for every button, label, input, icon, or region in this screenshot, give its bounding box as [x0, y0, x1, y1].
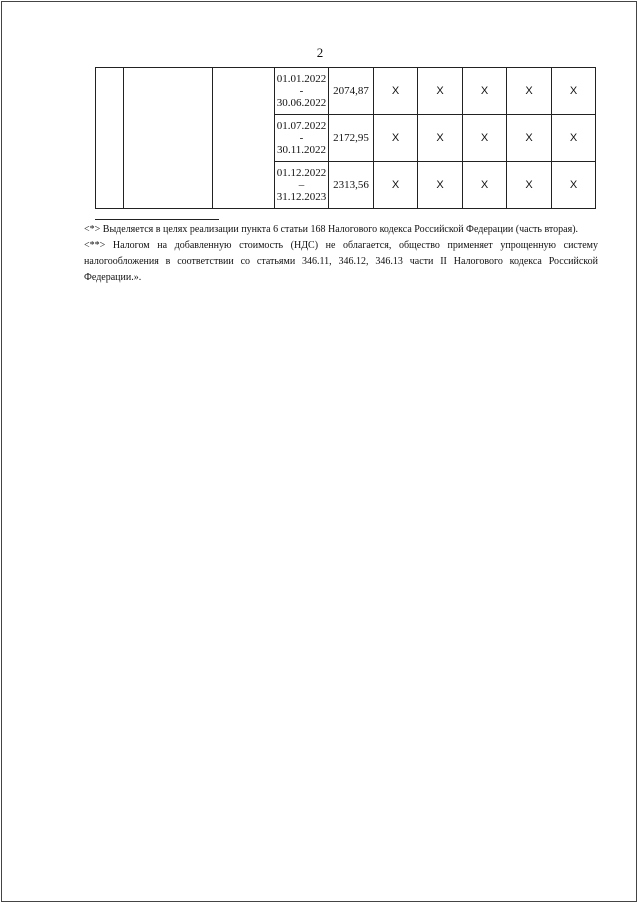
x-cell: Х [374, 68, 418, 115]
x-cell: Х [463, 68, 507, 115]
x-cell: Х [507, 162, 552, 209]
period-separator: - [299, 85, 304, 97]
x-cell: Х [463, 115, 507, 162]
price-cell: 2172,95 [329, 115, 374, 162]
period-end: 31.12.2023 [276, 191, 327, 203]
x-cell: Х [552, 162, 596, 209]
x-cell: Х [463, 162, 507, 209]
x-cell: Х [507, 68, 552, 115]
x-cell: Х [552, 68, 596, 115]
period-start: 01.12.2022 [276, 167, 327, 179]
price-cell: 2074,87 [329, 68, 374, 115]
period-separator: - [299, 132, 304, 144]
period-end: 30.06.2022 [276, 97, 327, 109]
table-row [96, 68, 596, 115]
footnote-separator [95, 219, 219, 220]
tariff-table [95, 67, 596, 209]
period-cell [275, 162, 329, 209]
price-cell: 2313,56 [329, 162, 374, 209]
merged-cell-3 [213, 68, 275, 209]
merged-cell-2 [124, 68, 213, 209]
x-cell: Х [418, 115, 463, 162]
period-start: 01.01.2022 [276, 73, 327, 85]
x-cell: Х [418, 68, 463, 115]
page-number: 2 [316, 45, 324, 60]
period-end: 30.11.2022 [276, 144, 327, 156]
footnotes [84, 222, 598, 286]
x-cell: Х [418, 162, 463, 209]
x-cell: Х [552, 115, 596, 162]
period-separator: – [298, 179, 305, 191]
footnote-1: <*> Выделяется в целях реализации пункта 6 статьи 168 Налогового кодекса Российской Федерации (часть вторая). [84, 224, 579, 235]
period-cell [275, 68, 329, 115]
x-cell: Х [374, 115, 418, 162]
merged-cell-1 [96, 68, 124, 209]
period-start: 01.07.2022 [276, 120, 327, 132]
period-cell [275, 115, 329, 162]
x-cell: Х [507, 115, 552, 162]
footnote-2: <**> Налогом на добавленную стоимость (НДС) не облагается, общество применяет упрощенную систему налогообложения в соответствии со статьями 346.11, 346.12, 346.13 части II Налогового кодекса Российской Федерации.». [84, 240, 598, 283]
x-cell: Х [374, 162, 418, 209]
